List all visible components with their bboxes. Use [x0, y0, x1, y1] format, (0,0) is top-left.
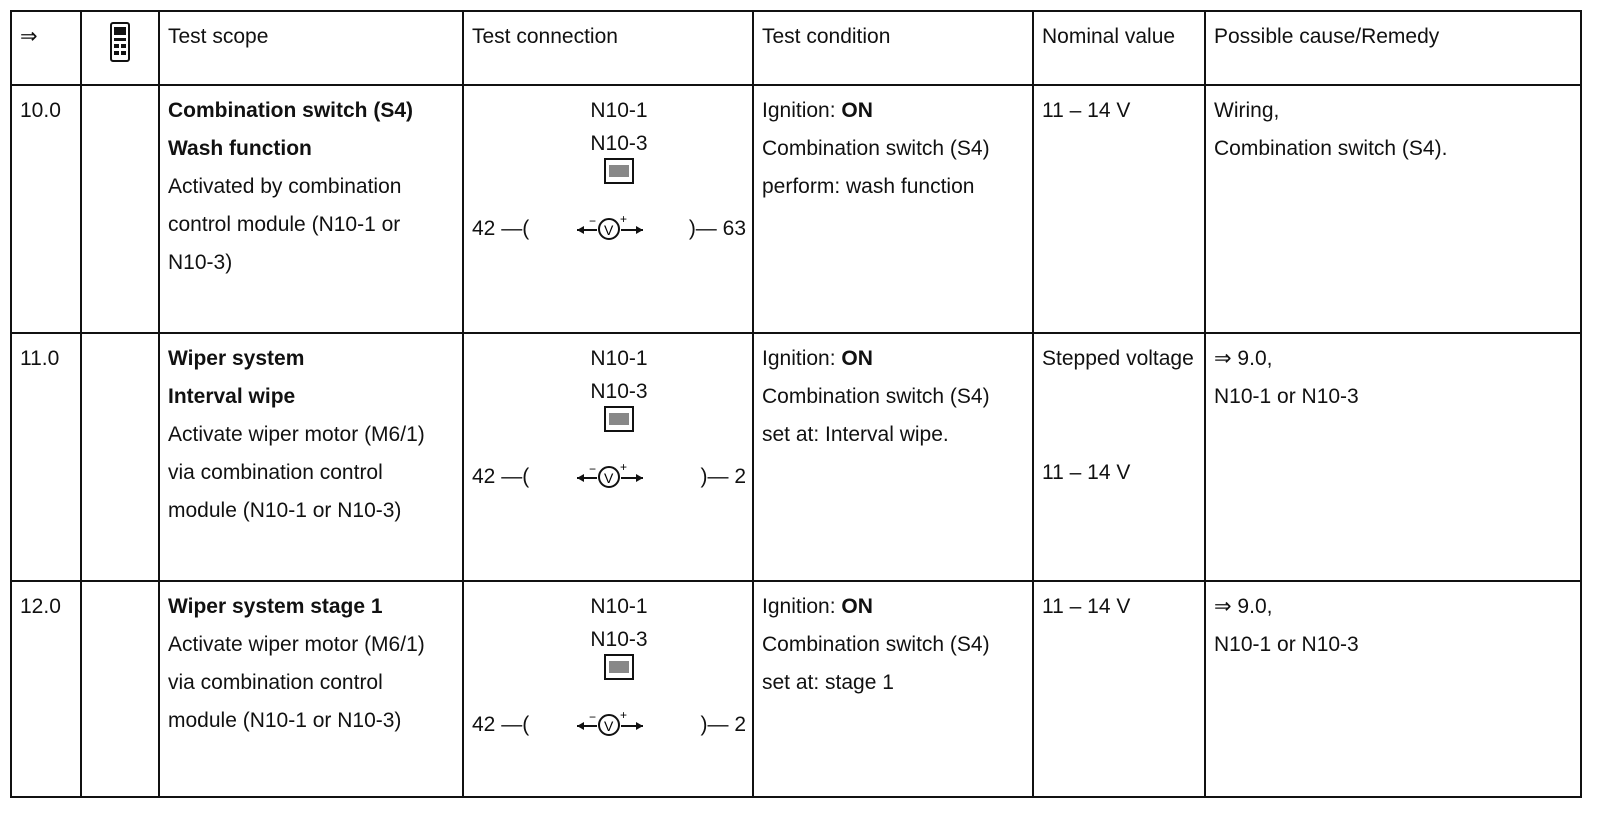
scope-title: Wash function	[168, 137, 312, 160]
header-scope: Test scope	[159, 11, 463, 85]
header-arrow: ⇒	[11, 11, 81, 85]
condition-label: Ignition:	[762, 347, 836, 370]
remedy-line: Combination switch (S4).	[1214, 137, 1448, 160]
condition-value: ON	[841, 347, 873, 370]
remedy-line: ⇒ 9.0,	[1214, 347, 1273, 370]
condition-line: set at: Interval wipe.	[762, 423, 949, 446]
scope-desc: module (N10-1 or N10-3)	[168, 499, 402, 522]
header-nominal: Nominal value	[1033, 11, 1205, 85]
test-scope	[159, 333, 463, 581]
svg-text:+: +	[620, 462, 628, 474]
svg-text:V: V	[604, 222, 614, 238]
breakout-box-icon	[604, 654, 634, 680]
module-id: N10-1	[590, 99, 648, 122]
pin-left: 42 —(	[472, 465, 530, 488]
scope-desc: control module (N10-1 or	[168, 213, 401, 236]
nominal-text: 11 – 14 V	[1042, 595, 1131, 618]
scope-title: Interval wipe	[168, 385, 296, 408]
svg-text:V: V	[604, 718, 614, 734]
svg-text:+: +	[620, 710, 628, 722]
remedy-line: Wiring,	[1214, 99, 1280, 122]
voltmeter-icon	[575, 214, 645, 242]
module-id: N10-3	[590, 628, 648, 651]
condition-line: perform: wash function	[762, 175, 975, 198]
svg-text:−: −	[589, 710, 597, 724]
svg-text:−: −	[589, 462, 597, 476]
test-connection	[463, 85, 753, 333]
scope-desc: Activate wiper motor (M6/1)	[168, 633, 425, 656]
module-id: N10-1	[590, 347, 648, 370]
scope-title: Wiper system	[168, 347, 305, 370]
scope-desc: Activated by combination	[168, 175, 402, 198]
module-id: N10-1	[590, 595, 648, 618]
step-number: 10.0	[11, 85, 81, 333]
scope-desc: module (N10-1 or N10-3)	[168, 709, 402, 732]
nominal-value	[1033, 333, 1205, 581]
breakout-box-icon	[604, 158, 634, 184]
scope-desc: N10-3)	[168, 251, 233, 274]
module-id: N10-3	[590, 132, 648, 155]
condition-label: Ignition:	[762, 595, 836, 618]
test-condition	[753, 333, 1033, 581]
test-connection	[463, 333, 753, 581]
test-connection	[463, 581, 753, 797]
scope-desc: via combination control	[168, 461, 383, 484]
header-tester	[81, 11, 159, 85]
test-table	[10, 10, 1582, 798]
condition-line: Combination switch (S4)	[762, 385, 990, 408]
module-id: N10-3	[590, 380, 648, 403]
nominal-text: Stepped voltage	[1042, 347, 1194, 370]
nominal-text: 11 – 14 V	[1042, 99, 1131, 122]
remedy-line: N10-1 or N10-3	[1214, 385, 1359, 408]
remedy-line: ⇒ 9.0,	[1214, 595, 1273, 618]
svg-text:−: −	[589, 214, 597, 228]
tester-cell	[81, 581, 159, 797]
pin-right: )— 2	[700, 713, 746, 736]
condition-line: Combination switch (S4)	[762, 633, 990, 656]
test-condition	[753, 85, 1033, 333]
nominal-text: 11 – 14 V	[1042, 461, 1131, 484]
test-condition	[753, 581, 1033, 797]
pin-left: 42 —(	[472, 217, 530, 240]
nominal-value	[1033, 85, 1205, 333]
test-scope	[159, 85, 463, 333]
remedy	[1205, 333, 1581, 581]
header-condition: Test condition	[753, 11, 1033, 85]
pin-left: 42 —(	[472, 713, 530, 736]
pin-right: )— 2	[700, 465, 746, 488]
header-remedy: Possible cause/Remedy	[1205, 11, 1581, 85]
remedy	[1205, 85, 1581, 333]
tester-icon	[109, 22, 131, 62]
header-row	[11, 11, 1581, 85]
condition-value: ON	[841, 99, 873, 122]
svg-text:V: V	[604, 470, 614, 486]
step-number: 11.0	[11, 333, 81, 581]
tester-cell	[81, 333, 159, 581]
svg-text:+: +	[620, 214, 628, 226]
voltmeter-icon	[575, 710, 645, 738]
test-scope	[159, 581, 463, 797]
condition-line: set at: stage 1	[762, 671, 894, 694]
condition-label: Ignition:	[762, 99, 836, 122]
scope-desc: via combination control	[168, 671, 383, 694]
table-row	[11, 581, 1581, 797]
scope-title: Combination switch (S4)	[168, 99, 414, 122]
step-number: 12.0	[11, 581, 81, 797]
header-connection: Test connection	[463, 11, 753, 85]
remedy-line: N10-1 or N10-3	[1214, 633, 1359, 656]
remedy	[1205, 581, 1581, 797]
condition-value: ON	[841, 595, 873, 618]
pin-right: )— 63	[688, 217, 746, 240]
tester-cell	[81, 85, 159, 333]
nominal-value	[1033, 581, 1205, 797]
condition-line: Combination switch (S4)	[762, 137, 990, 160]
table-row	[11, 333, 1581, 581]
scope-desc: Activate wiper motor (M6/1)	[168, 423, 425, 446]
table-row	[11, 85, 1581, 333]
voltmeter-icon	[575, 462, 645, 490]
breakout-box-icon	[604, 406, 634, 432]
scope-title: Wiper system stage 1	[168, 595, 383, 618]
